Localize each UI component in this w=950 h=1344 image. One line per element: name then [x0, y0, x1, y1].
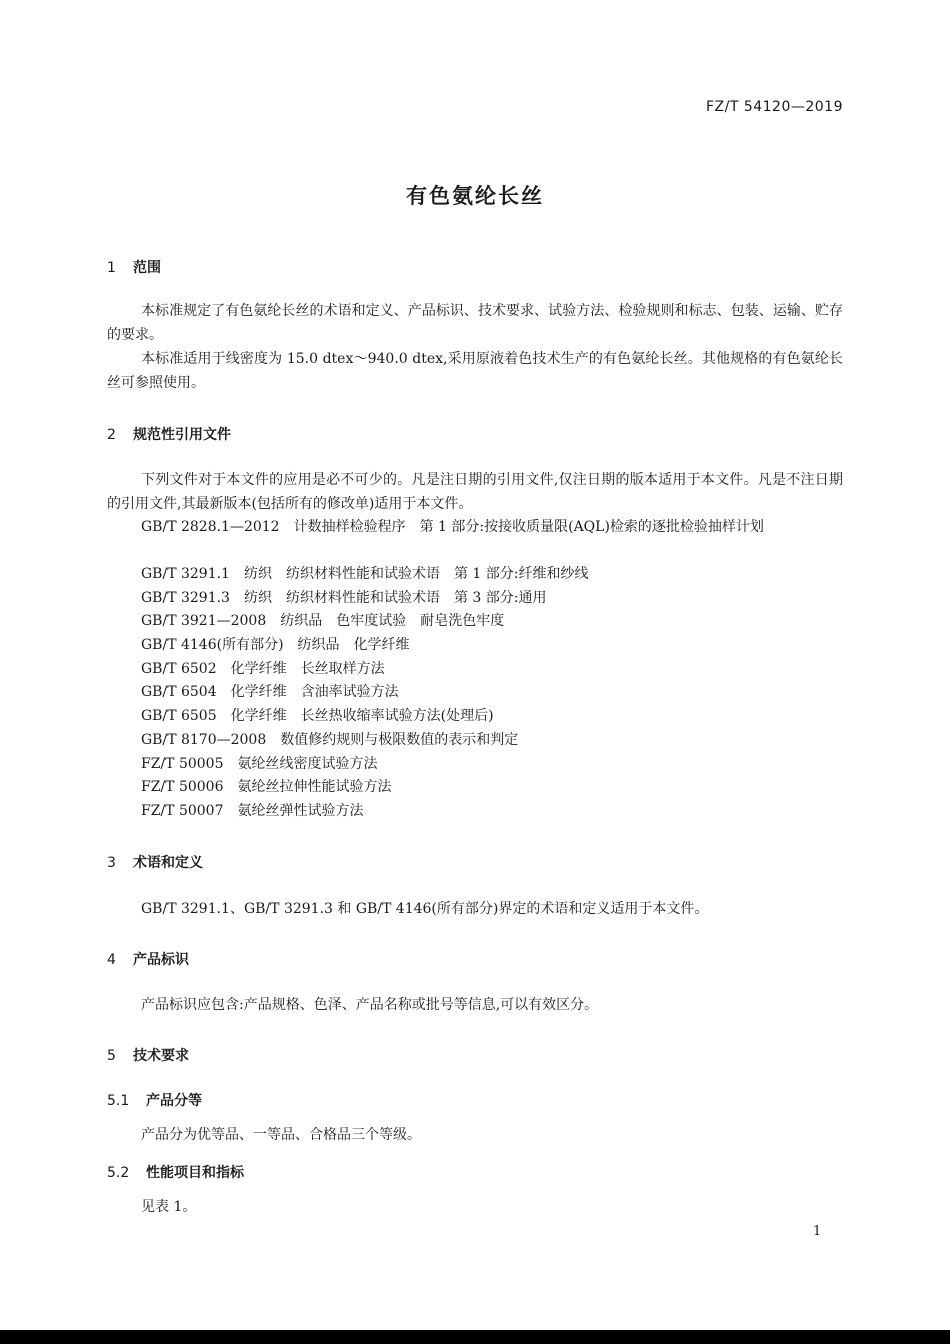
section-number: 5.1: [107, 1093, 130, 1109]
section-5-heading: [107, 1045, 189, 1065]
section-5-2-paragraph-1: 见表 1。: [141, 1199, 197, 1215]
reference-item: FZ/T 50006 氨纶丝拉伸性能试验方法: [141, 779, 392, 795]
section-2-paragraph-1: 下列文件对于本文件的应用是必不可少的。凡是注日期的引用文件,仅注日期的版本适用于本文件。凡是不注日期的引用文件,其最新版本(包括所有的修改单)适用于本文件。: [107, 472, 843, 512]
reference-item: GB/T 6505 化学纤维 长丝热收缩率试验方法(处理后): [141, 708, 494, 724]
section-3-heading: [107, 852, 203, 872]
section-title: 产品标识: [133, 952, 189, 968]
reference-item: FZ/T 50005 氨纶丝线密度试验方法: [141, 756, 378, 772]
reference-item: GB/T 6504 化学纤维 含油率试验方法: [141, 684, 399, 700]
section-title: 规范性引用文件: [133, 427, 231, 443]
reference-item: GB/T 8170—2008 数值修约规则与极限数值的表示和判定: [141, 732, 519, 748]
section-2-heading: [107, 424, 231, 444]
section-title: 技术要求: [133, 1048, 189, 1064]
section-number: 5: [107, 1048, 116, 1064]
section-number: 4: [107, 952, 116, 968]
section-5-1-heading: [107, 1090, 202, 1110]
bottom-border: [0, 1330, 950, 1344]
section-3-paragraph-1: GB/T 3291.1、GB/T 3291.3 和 GB/T 4146(所有部分)界定的术语和定义适用于本文件。: [141, 901, 709, 917]
section-title: 范围: [133, 260, 161, 276]
section-1-paragraph-1: 本标准规定了有色氨纶长丝的术语和定义、产品标识、技术要求、试验方法、检验规则和标志、包装、运输、贮存的要求。: [107, 303, 843, 343]
reference-item: GB/T 4146(所有部分) 纺织品 化学纤维: [141, 637, 410, 653]
page-number: 1: [813, 1224, 822, 1239]
section-4-paragraph-1: 产品标识应包含:产品规格、色泽、产品名称或批号等信息,可以有效区分。: [141, 997, 599, 1013]
reference-item: GB/T 6502 化学纤维 长丝取样方法: [141, 661, 385, 677]
reference-item: GB/T 3291.3 纺织 纺织材料性能和试验术语 第 3 部分:通用: [141, 590, 547, 606]
section-5-2-heading: [107, 1162, 244, 1182]
reference-item: GB/T 3921—2008 纺织品 色牢度试验 耐皂洗色牢度: [141, 613, 505, 629]
section-number: 1: [107, 260, 116, 276]
section-title: 性能项目和指标: [146, 1165, 244, 1181]
section-1-paragraph-2: 本标准适用于线密度为 15.0 dtex～940.0 dtex,采用原液着色技术生产的有色氨纶长丝。其他规格的有色氨纶长丝可参照使用。: [107, 351, 843, 391]
section-number: 5.2: [107, 1165, 130, 1181]
section-number: 3: [107, 855, 116, 871]
document-title: 有色氨纶长丝: [406, 184, 544, 208]
section-number: 2: [107, 427, 116, 443]
reference-item: GB/T 2828.1—2012 计数抽样检验程序 第 1 部分:按接收质量限(AQL)检索的逐批检验抽样计划: [141, 519, 764, 535]
standard-number: FZ/T 54120—2019: [705, 99, 843, 115]
reference-item: GB/T 3291.1 纺织 纺织材料性能和试验术语 第 1 部分:纤维和纱线: [141, 566, 589, 582]
section-1-heading: [107, 257, 161, 277]
section-4-heading: [107, 949, 189, 969]
section-5-1-paragraph-1: 产品分为优等品、一等品、合格品三个等级。: [141, 1127, 421, 1143]
section-title: 术语和定义: [133, 855, 203, 871]
reference-item: FZ/T 50007 氨纶丝弹性试验方法: [141, 803, 364, 819]
section-title: 产品分等: [146, 1093, 202, 1109]
